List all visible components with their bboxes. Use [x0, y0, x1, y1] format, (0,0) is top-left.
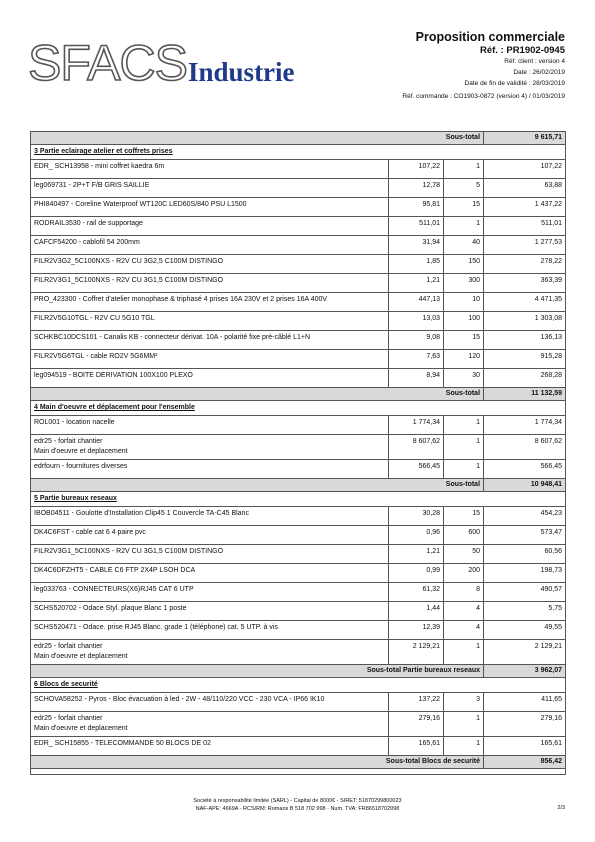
- item-description-text: DK4C6DFZHT5 - CABLE C6 FTP 2X4P LSOH DCA: [34, 567, 196, 574]
- quantity: 15: [444, 507, 484, 526]
- item-description-text: SCHS520702 - Odace Styl. plaque Blanc 1 poste: [34, 605, 187, 612]
- unit-price: 12,78: [389, 179, 444, 198]
- item-description: [31, 712, 389, 737]
- line-total: 5,75: [484, 602, 566, 621]
- line-total: 60,56: [484, 545, 566, 564]
- unit-price: 31,94: [389, 236, 444, 255]
- unit-price: 2 129,21: [389, 640, 444, 665]
- document-header: [265, 30, 565, 89]
- quantity: 4: [444, 621, 484, 640]
- table-row: [31, 583, 566, 602]
- item-description-text: FILR2V5G10TGL - R2V CU 5G10 TGL: [34, 315, 155, 322]
- item-description-text: FILR2V3G1_5C100NXS - R2V CU 3G1,5 C100M DISTINGO: [34, 548, 224, 555]
- items-table: [30, 131, 566, 775]
- quantity: 40: [444, 236, 484, 255]
- subtotal-amount: 11 132,59: [484, 388, 566, 401]
- quantity: 600: [444, 526, 484, 545]
- table-row: [31, 369, 566, 388]
- item-description: [31, 293, 389, 312]
- quantity: 30: [444, 369, 484, 388]
- line-total: 1 277,53: [484, 236, 566, 255]
- table-row: [31, 621, 566, 640]
- table-row: [31, 236, 566, 255]
- line-total: 1 303,08: [484, 312, 566, 331]
- unit-price: 9,08: [389, 331, 444, 350]
- item-description: [31, 236, 389, 255]
- line-total: 363,39: [484, 274, 566, 293]
- table-row: [31, 737, 566, 756]
- unit-price: 107,22: [389, 160, 444, 179]
- subtotal-row: [31, 665, 566, 678]
- table-row: [31, 712, 566, 737]
- table-row: [31, 312, 566, 331]
- unit-price: 61,32: [389, 583, 444, 602]
- table-row: [31, 331, 566, 350]
- section-heading: 4 Main d'oeuvre et déplacement pour l'ensemble: [31, 401, 566, 416]
- line-total: 566,45: [484, 460, 566, 479]
- section-heading: 6 Blocs de securité: [31, 678, 566, 693]
- item-description: [31, 564, 389, 583]
- section-heading-row: [31, 401, 566, 416]
- quantity: 1: [444, 737, 484, 756]
- line-total: 1 774,34: [484, 416, 566, 435]
- footer-line-1: Société à responsabilité limitée (SARL) - Capital de 8000€ - SIRET: 51870299800023: [193, 798, 402, 804]
- table-row: [31, 693, 566, 712]
- line-total: 1 437,22: [484, 198, 566, 217]
- item-description: [31, 350, 389, 369]
- svg-text:SFACS: SFACS: [28, 36, 187, 91]
- item-description-text: FILR2V3G2_5C100NXS - R2V CU 3G2,5 C100M DISTINGO: [34, 258, 224, 265]
- unit-price: 13,03: [389, 312, 444, 331]
- item-description: [31, 416, 389, 435]
- item-description: [31, 737, 389, 756]
- quantity: 200: [444, 564, 484, 583]
- table-row: [31, 602, 566, 621]
- quantity: 4: [444, 602, 484, 621]
- quantity: 1: [444, 712, 484, 737]
- table-row: [31, 526, 566, 545]
- validity-date: Date de fin de validité : 28/03/2019: [464, 80, 565, 87]
- item-description-text: IBOB04511 - Goulotte d'Installation Clip45 1 Couvercle TA-C45 Blanc: [34, 510, 249, 517]
- unit-price: 1 774,34: [389, 416, 444, 435]
- quantity: 15: [444, 331, 484, 350]
- unit-price: 1,21: [389, 274, 444, 293]
- quantity: 120: [444, 350, 484, 369]
- quantity: 15: [444, 198, 484, 217]
- line-total: 454,23: [484, 507, 566, 526]
- subtotal-label: Sous-total Partie bureaux reseaux: [31, 665, 484, 678]
- section-heading: 5 Partie bureaux reseaux: [31, 492, 566, 507]
- line-total: 63,88: [484, 179, 566, 198]
- table-row: [31, 179, 566, 198]
- item-description-text: SCHOVA58252 - Pyros - Bloc évacuation à led - 2W - 48/110/220 VCC - 230 VCA - IP66 IK10: [34, 696, 325, 703]
- empty-row: [31, 769, 566, 775]
- unit-price: 30,28: [389, 507, 444, 526]
- quantity: 1: [444, 640, 484, 665]
- item-description: [31, 435, 389, 460]
- table-row: [31, 564, 566, 583]
- table-row: [31, 507, 566, 526]
- item-description-detail: Main d'oeuvre et deplacement: [34, 725, 128, 732]
- document-date: Date : 26/02/2019: [513, 69, 565, 76]
- line-total: 165,61: [484, 737, 566, 756]
- item-description-text: edr25 - forfait chantier: [34, 438, 103, 445]
- line-total: 198,73: [484, 564, 566, 583]
- table-row: [31, 460, 566, 479]
- table-row: [31, 416, 566, 435]
- subtotal-label: Sous-total: [31, 388, 484, 401]
- item-description-text: SCHKBC10DCS101 - Canalis KB - connecteur dérivat. 10A - polarité fixe pré-câblé L1+N: [34, 334, 311, 341]
- section-heading: 3 Partie eclairage atelier et coffrets prises: [31, 145, 566, 160]
- item-description: [31, 460, 389, 479]
- item-description-text: leg069731 - 2P+T F/B GRIS SAILLIE: [34, 182, 150, 189]
- item-description-text: edrfourn - fournitures diverses: [34, 463, 128, 470]
- unit-price: 165,61: [389, 737, 444, 756]
- line-total: 4 471,35: [484, 293, 566, 312]
- subtotal-amount: 9 615,71: [484, 132, 566, 145]
- line-total: 136,13: [484, 331, 566, 350]
- svg-text:Industrie: Industrie: [188, 57, 295, 87]
- legal-footer: [0, 797, 595, 813]
- unit-price: 511,01: [389, 217, 444, 236]
- subtotal-row: [31, 479, 566, 492]
- unit-price: 137,22: [389, 693, 444, 712]
- subtotal-row: [31, 756, 566, 769]
- item-description: [31, 179, 389, 198]
- subtotal-amount: 10 948,41: [484, 479, 566, 492]
- line-total: 278,22: [484, 255, 566, 274]
- item-description-text: FILR2V5G6TGL - cable RO2V 5G6MM²: [34, 353, 158, 360]
- unit-price: 0,96: [389, 526, 444, 545]
- item-description-detail: Main d'oeuvre et deplacement: [34, 653, 128, 660]
- item-description-detail: Main d'oeuvre et deplacement: [34, 448, 128, 455]
- quantity: 8: [444, 583, 484, 602]
- item-description: [31, 369, 389, 388]
- item-description: [31, 274, 389, 293]
- quantity: 3: [444, 693, 484, 712]
- unit-price: 1,85: [389, 255, 444, 274]
- line-total: 573,47: [484, 526, 566, 545]
- item-description-text: PHI840497 - Coreline Waterproof WT120C LED60S/840 PSU L1500: [34, 201, 247, 208]
- quantity: 50: [444, 545, 484, 564]
- item-description-text: edr25 - forfait chantier: [34, 715, 103, 722]
- table-row: [31, 640, 566, 665]
- unit-price: 1,44: [389, 602, 444, 621]
- item-description: [31, 526, 389, 545]
- table-row: [31, 350, 566, 369]
- item-description-text: RODRAIL3530 - rail de supportage: [34, 220, 143, 227]
- item-description: [31, 507, 389, 526]
- quantity: 100: [444, 312, 484, 331]
- table-row: [31, 435, 566, 460]
- unit-price: 8 607,62: [389, 435, 444, 460]
- unit-price: 7,63: [389, 350, 444, 369]
- table-row: [31, 198, 566, 217]
- quantity: 150: [444, 255, 484, 274]
- client-ref: Réf. client : version 4: [504, 58, 565, 65]
- item-description: [31, 583, 389, 602]
- subtotal-amount: 856,42: [484, 756, 566, 769]
- section-heading-row: [31, 678, 566, 693]
- table-row: [31, 274, 566, 293]
- line-total: 2 129,21: [484, 640, 566, 665]
- line-total: 511,01: [484, 217, 566, 236]
- subtotal-label: Sous-total: [31, 479, 484, 492]
- quantity: 300: [444, 274, 484, 293]
- item-description: [31, 621, 389, 640]
- item-description-text: PRO_423300 - Coffret d'atelier monophase & triphasé 4 prises 16A 230V et 2 prises 16A 400V: [34, 296, 328, 303]
- item-description-text: EDR_ SCH15855 - TELECOMMANDE 50 BLOCS DE 02: [34, 740, 211, 747]
- item-description: [31, 602, 389, 621]
- section-heading-row: [31, 492, 566, 507]
- document-ref: Réf. : PR1902-0945: [479, 45, 565, 56]
- item-description: [31, 545, 389, 564]
- item-description: [31, 331, 389, 350]
- quantity: 1: [444, 160, 484, 179]
- item-description-text: CAFCF54200 - cablofil 54 200mm: [34, 239, 140, 246]
- table-row: [31, 217, 566, 236]
- item-description-text: leg033763 - CONNECTEURS(X6)RJ45 CAT 6 UTP: [34, 586, 194, 593]
- quantity: 10: [444, 293, 484, 312]
- item-description: [31, 255, 389, 274]
- unit-price: 1,21: [389, 545, 444, 564]
- table-row: [31, 160, 566, 179]
- quantity: 1: [444, 416, 484, 435]
- subtotal-amount: 3 962,07: [484, 665, 566, 678]
- unit-price: 12,39: [389, 621, 444, 640]
- quantity: 1: [444, 460, 484, 479]
- unit-price: 0,99: [389, 564, 444, 583]
- item-description: [31, 160, 389, 179]
- table-row: [31, 255, 566, 274]
- unit-price: 95,81: [389, 198, 444, 217]
- item-description: [31, 217, 389, 236]
- item-description-text: edr25 - forfait chantier: [34, 643, 103, 650]
- item-description: [31, 312, 389, 331]
- quantity: 1: [444, 435, 484, 460]
- item-description-text: DK4C6FST - cable cat 6 4 paire pvc: [34, 529, 146, 536]
- subtotal-label: Sous-total: [31, 132, 484, 145]
- item-description-text: FILR2V3G1_5C100NXS - R2V CU 3G1,5 C100M DISTINGO: [34, 277, 224, 284]
- line-total: 49,55: [484, 621, 566, 640]
- line-total: 279,16: [484, 712, 566, 737]
- subtotal-row: [31, 388, 566, 401]
- item-description-text: leg094519 - BOITE DERIVATION 100X100 PLEXO: [34, 372, 193, 379]
- item-description-text: ROL001 - location nacelle: [34, 419, 115, 426]
- unit-price: 566,45: [389, 460, 444, 479]
- footer-line-2: NAF-APE: 4669A - RCS/RM: Romans B 518 702 998 - Num. TVA: FR86518702998: [195, 806, 400, 812]
- item-description: [31, 640, 389, 665]
- line-total: 490,57: [484, 583, 566, 602]
- line-total: 8 607,62: [484, 435, 566, 460]
- line-total: 268,28: [484, 369, 566, 388]
- line-total: 915,28: [484, 350, 566, 369]
- document-title: Proposition commerciale: [415, 30, 565, 44]
- item-description: [31, 693, 389, 712]
- unit-price: 447,13: [389, 293, 444, 312]
- unit-price: 8,94: [389, 369, 444, 388]
- line-total: 107,22: [484, 160, 566, 179]
- page-number: 2/3: [557, 805, 565, 811]
- quantity: 1: [444, 217, 484, 236]
- subtotal-label: Sous-total Blocs de securité: [31, 756, 484, 769]
- unit-price: 279,16: [389, 712, 444, 737]
- empty-cell: [31, 769, 566, 775]
- item-description-text: SCHS520471 - Odace. prise RJ45 Blanc. grade 1 (téléphone) cat. 5 UTP. à vis: [34, 624, 278, 631]
- quantity: 5: [444, 179, 484, 198]
- table-row: [31, 545, 566, 564]
- item-description-text: EDR_ SCH13958 - mini coffret kaedra 6m: [34, 163, 165, 170]
- section-heading-row: [31, 145, 566, 160]
- table-row: [31, 293, 566, 312]
- order-ref: Réf. commande : CO1903-0872 (version 4) / 01/03/2019: [402, 93, 565, 100]
- subtotal-row: [31, 132, 566, 145]
- item-description: [31, 198, 389, 217]
- line-total: 411,65: [484, 693, 566, 712]
